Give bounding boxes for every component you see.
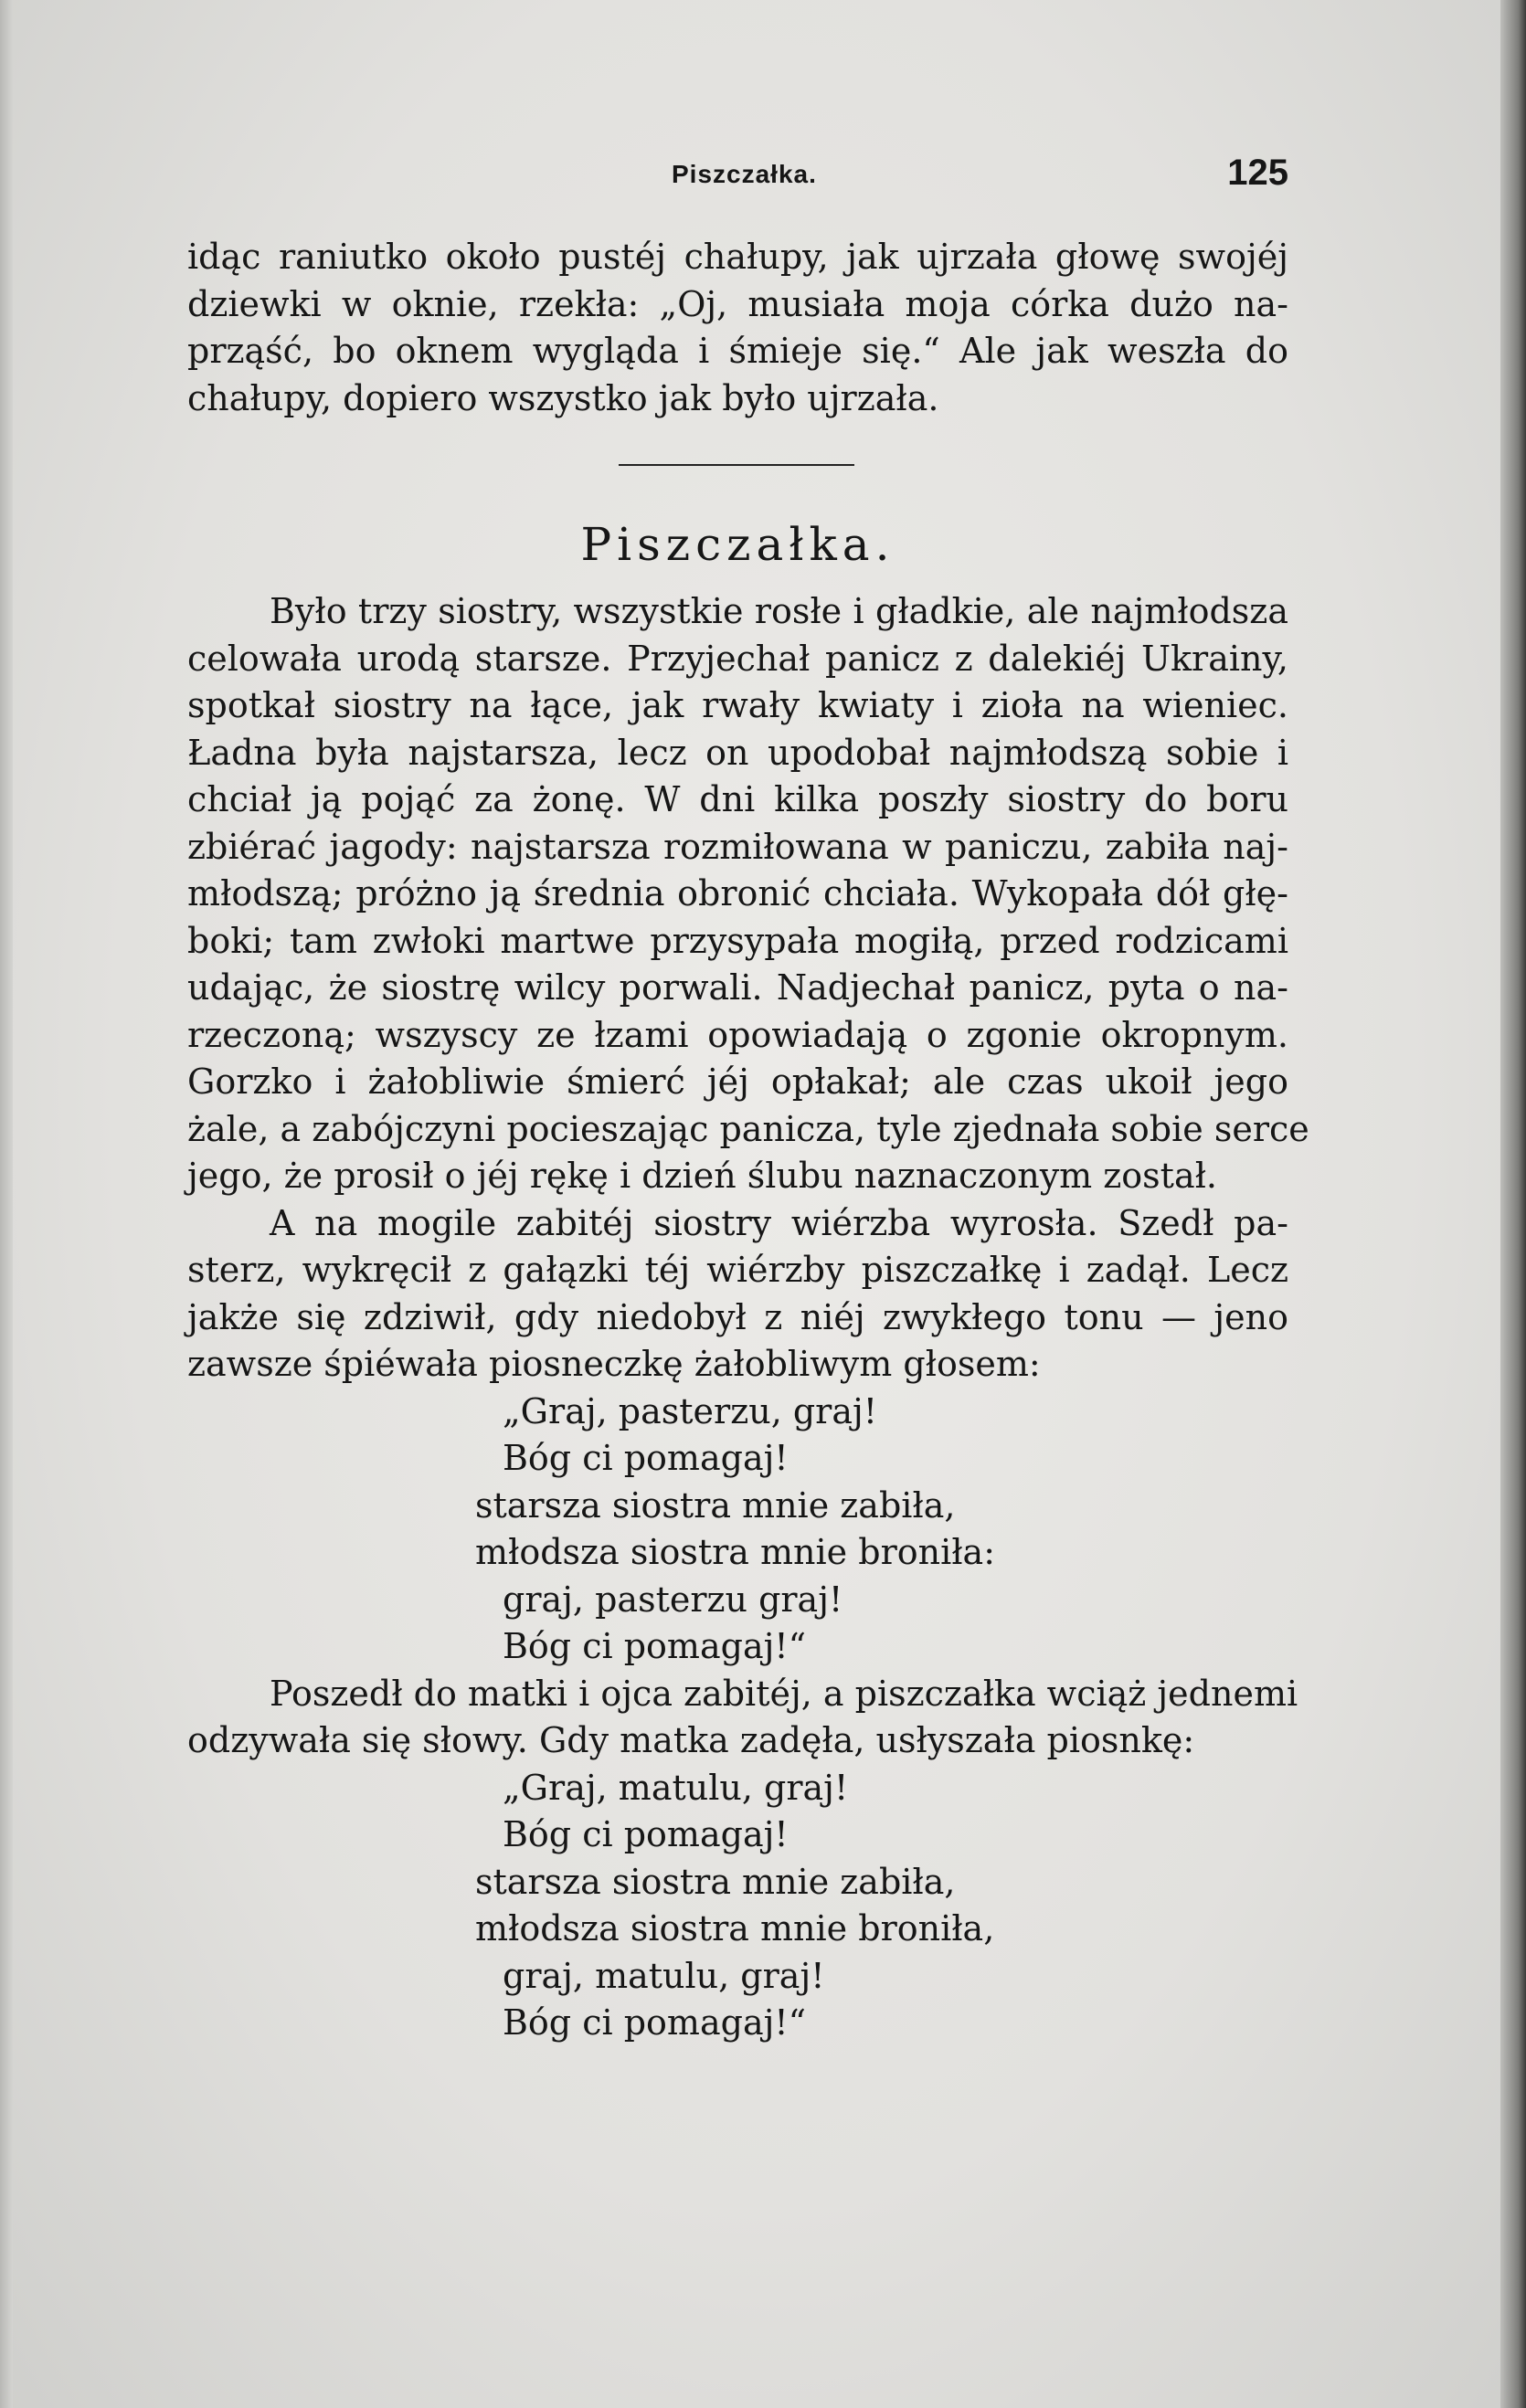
poem-line: graj, pasterzu graj! xyxy=(503,1579,843,1620)
text-line: Poszedł do matki i ojca zabitéj, a piszczałka wciąż jednemi xyxy=(270,1673,1298,1714)
running-title: Piszczałka. xyxy=(672,160,817,188)
poem-line: starsza siostra mnie zabiła, xyxy=(475,1861,956,1902)
text-line: spotkał siostry na łące, jak rwały kwiaty i zioła na wieniec. xyxy=(187,685,1288,725)
text-line: prząść, bo oknem wygląda i śmieje się.“ Ale jak weszła do xyxy=(187,331,1288,371)
text-line: żale, a zabójczyni pocieszając panicza, tyle zjednała sobie serce xyxy=(187,1108,1309,1149)
text-line: rzeczoną; wszyscy ze łzami opowiadają o zgonie okropnym. xyxy=(187,1014,1288,1055)
poem-line: Bóg ci pomagaj!“ xyxy=(503,1626,807,1666)
text-line: idąc raniutko około pustéj chałupy, jak ujrzała głowę swojéj xyxy=(187,237,1288,277)
text-block xyxy=(187,234,1309,2047)
text-line: dziewki w oknie, rzekła: „Oj, musiała moja córka dużo na- xyxy=(187,283,1288,324)
poem-line: „Graj, pasterzu, graj! xyxy=(503,1390,878,1431)
section-divider xyxy=(187,422,1288,501)
text-line: jego, że prosił o jéj rękę i dzień ślubu naznaczonym został. xyxy=(187,1156,1217,1196)
poem-line: Bóg ci pomagaj! xyxy=(503,1814,789,1854)
page-number: 125 xyxy=(1227,153,1288,193)
poem-line: Bóg ci pomagaj!“ xyxy=(503,2002,807,2043)
text-line: udając, że siostrę wilcy porwali. Nadjechał panicz, pyta o na- xyxy=(187,967,1288,1008)
poem-line: młodsza siostra mnie broniła: xyxy=(475,1532,996,1572)
text-line: odzywała się słowy. Gdy matka zadęła, usłyszała piosnkę: xyxy=(187,1720,1195,1760)
page-left-edge xyxy=(0,0,13,2408)
poem-line: graj, matulu, graj! xyxy=(503,1955,825,1996)
poem-line: Bóg ci pomagaj! xyxy=(503,1438,789,1478)
text-line: chciał ją pojąć za żonę. W dni kilka poszły siostry do boru xyxy=(187,779,1288,819)
text-line: Gorzko i żałobliwie śmierć jéj opłakał; ale czas ukoił jego xyxy=(187,1061,1288,1102)
text-line: młodszą; próżno ją średnia obronić chciała. Wykopała dół głę- xyxy=(187,873,1288,914)
divider-rule xyxy=(619,464,854,466)
text-line: zbiérać jagody: najstarsza rozmiłowana w paniczu, zabiła naj- xyxy=(187,826,1288,867)
text-line: zawsze śpiéwała piosneczkę żałobliwym głosem: xyxy=(187,1344,1041,1384)
text-line: A na mogile zabitéj siostry wiérzba wyrosła. Szedł pa- xyxy=(270,1202,1288,1243)
poem-line: „Graj, matulu, graj! xyxy=(503,1767,849,1808)
page-header xyxy=(187,153,1288,206)
text-line: sterz, wykręcił z gałązki téj wiérzby piszczałkę i zadął. Lecz xyxy=(187,1250,1288,1290)
text-line: Było trzy siostry, wszystkie rosłe i gładkie, ale najmłodsza xyxy=(270,591,1288,631)
text-line: jakże się zdziwił, gdy niedobył z niéj zwykłego tonu — jeno xyxy=(187,1296,1288,1337)
text-line: celowała urodą starsze. Przyjechał panicz z dalekiéj Ukrainy, xyxy=(187,638,1288,679)
poem-line: młodsza siostra mnie broniła, xyxy=(475,1908,995,1949)
text-line: boki; tam zwłoki martwe przysypała mogiłą, przed rodzicami xyxy=(187,920,1288,961)
story-title: Piszczałka. xyxy=(580,518,895,571)
text-line: Ładna była najstarsza, lecz on upodobał najmłodszą sobie i xyxy=(187,732,1288,773)
text-line: chałupy, dopiero wszystko jak było ujrzała. xyxy=(187,377,939,418)
page-right-edge xyxy=(1500,0,1526,2408)
poem-line: starsza siostra mnie zabiła, xyxy=(475,1484,956,1526)
